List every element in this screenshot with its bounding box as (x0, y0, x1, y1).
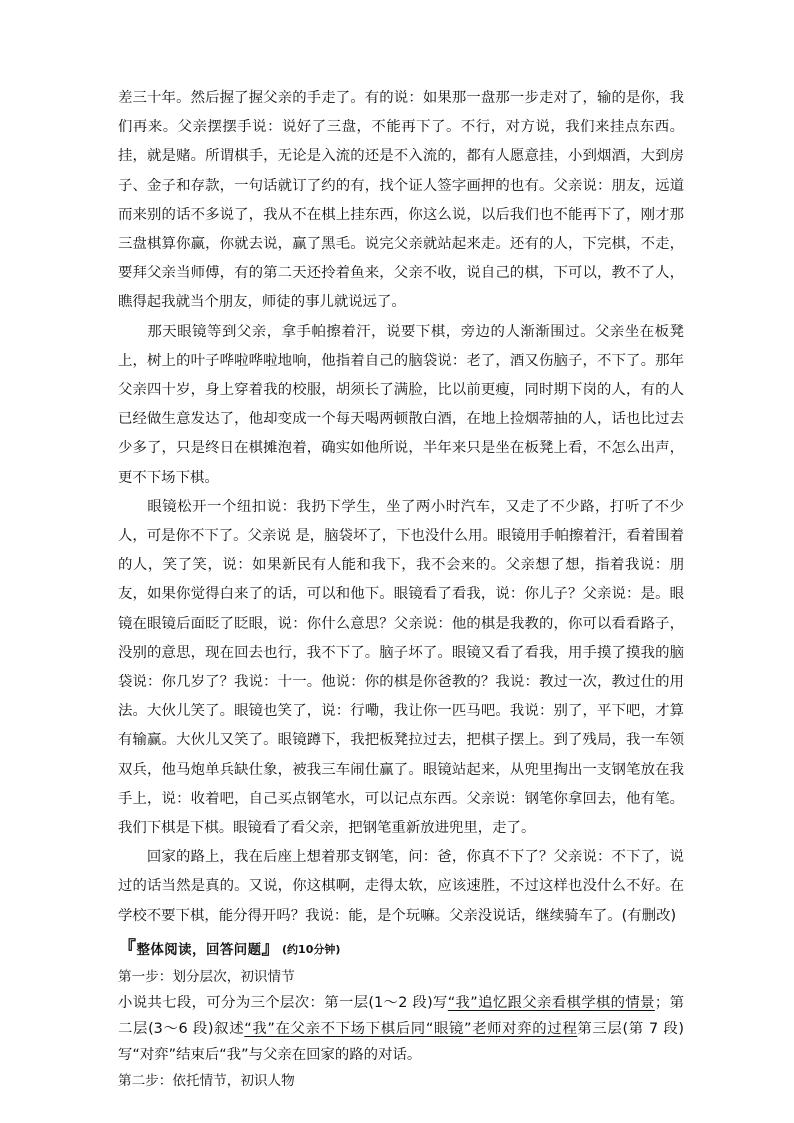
answer-text-1: 小说共七段，可分为三个层次：第一层(1～2 段)写 (118, 994, 448, 1011)
section-header (118, 934, 684, 964)
document-page (118, 84, 684, 1094)
answer-underline-2: “我”在父亲不下场下棋后同“眼镜”老师对弈的过程 (244, 1020, 578, 1037)
paragraph-3 (118, 493, 684, 843)
step-1-title: 第一步：划分层次，初识情节 (118, 968, 295, 985)
answer-text-2: ；第二层(3～6 段)叙述 (118, 994, 684, 1037)
paragraph-3-text: 眼镜松开一个纽扣说：我扔下学生，坐了两小时汽车，又走了不少路，打听了不少人，可是你不下了。父亲说 是，脑袋坏了，下也没什么用。眼镜用手帕擦着汗，看着围着的人，笑了笑，说：如果新民有人能和我下，我不会来的。父亲想了想，指着我说：朋友，如果你觉得白来了的话，可以和他下。眼镜看了看我，说：你儿子？父亲说：是。眼镜在眼镜后面眨了眨眼，说：你什么意思？父亲说：他的棋是我教的，你可以看看路子，没别的意思，现在回去也行，我不下了。脑子坏了。眼镜又看了看我，用手摸了摸我的脑袋说：你几岁了？我说：十一。他说：你的棋是你爸教的？我说：教过一次，教过仕的用法。大伙儿笑了。眼镜也笑了，说：行嘞，我让你一匹马吧。我说：别了，平下吧，才算有输赢。大伙儿又笑了。眼镜蹲下，我把板凳拉过去，把棋子摆上。到了残局，我一车领双兵，他马炮单兵缺仕象，被我三车闹仕赢了。眼镜站起来，从兜里掏出一支钢笔放在我手上，说：收着吧，自己买点钢笔水，可以记点东西。父亲说：钢笔你拿回去，他有笔。我们下棋是下棋。眼镜看了看父亲，把钢笔重新放进兜里，走了。 (118, 498, 684, 837)
paragraph-4-text: 回家的路上，我在后座上想着那支钢笔，问：爸，你真不下了？父亲说：不下了，说过的话当然是真的。又说，你这棋啊，走得太软，应该速胜，不过这样也没什么不好。在学校不要下棋，能分得开吗？我说：能，是个玩嘛。父亲没说话，继续骑车了。(有删改) (118, 849, 684, 924)
paragraph-1: 差三十年。然后握了握父亲的手走了。有的说：如果那一盘那一步走对了，输的是你，我们再来。父亲摆摆手说：说好了三盘，不能再下了。不行，对方说，我们来挂点东西。挂，就是赌。所谓棋手，无论是入流的还是不入流的，都有人愿意挂，小到烟酒，大到房子、金子和存款，一句话就订了约的有，找个证人签字画押的也有。父亲说：朋友，远道而来别的话不多说了，我从不在棋上挂东西，你这么说，以后我们也不能再下了，刚才那三盘棋算你赢，你就去说，赢了黑毛。说完父亲就站起来走。还有的人，下完棋，不走，要拜父亲当师傅，有的第二天还拎着鱼来，父亲不收，说自己的棋，下可以，教不了人，瞧得起我就当个朋友，师徒的事儿就说远了。 (118, 90, 684, 311)
bracket-close: 』 (261, 937, 281, 959)
section-title-box (118, 939, 280, 958)
paragraph-2 (118, 318, 684, 493)
step-1-answer (118, 990, 684, 1068)
answer-text-3: 第三层(第 7 段)写“对弈”结束后“我”与父亲在回家的路的对话。 (118, 1020, 684, 1063)
bracket-open: 『 (118, 937, 137, 959)
step-2-title: 第二步：依托情节，初识人物 (118, 1072, 295, 1089)
paragraph-2-text: 那天眼镜等到父亲，拿手帕擦着汗，说要下棋，旁边的人渐渐围过。父亲坐在板凳上，树上的叶子哗啦哗啦地响，他指着自己的脑袋说：老了，酒又伤脑子，不下了。那年父亲四十岁，身上穿着我的校服，胡须长了满脸，比以前更瘦，同时期下岗的人，有的人已经做生意发达了，他却变成一个每天喝两顿散白酒，在地上捡烟蒂抽的人，话也比过去少多了，只是终日在棋摊泡着，确实如他所说，半年来只是坐在板凳上看，不怎么出声，更不下场下棋。 (118, 323, 684, 486)
section-title: 整体阅读，回答问题 (136, 943, 262, 959)
answer-underline-1: “我”追忆跟父亲看棋学棋的情景 (447, 994, 655, 1011)
paragraph-4 (118, 843, 684, 931)
section-time: (约10分钟) (282, 942, 341, 956)
